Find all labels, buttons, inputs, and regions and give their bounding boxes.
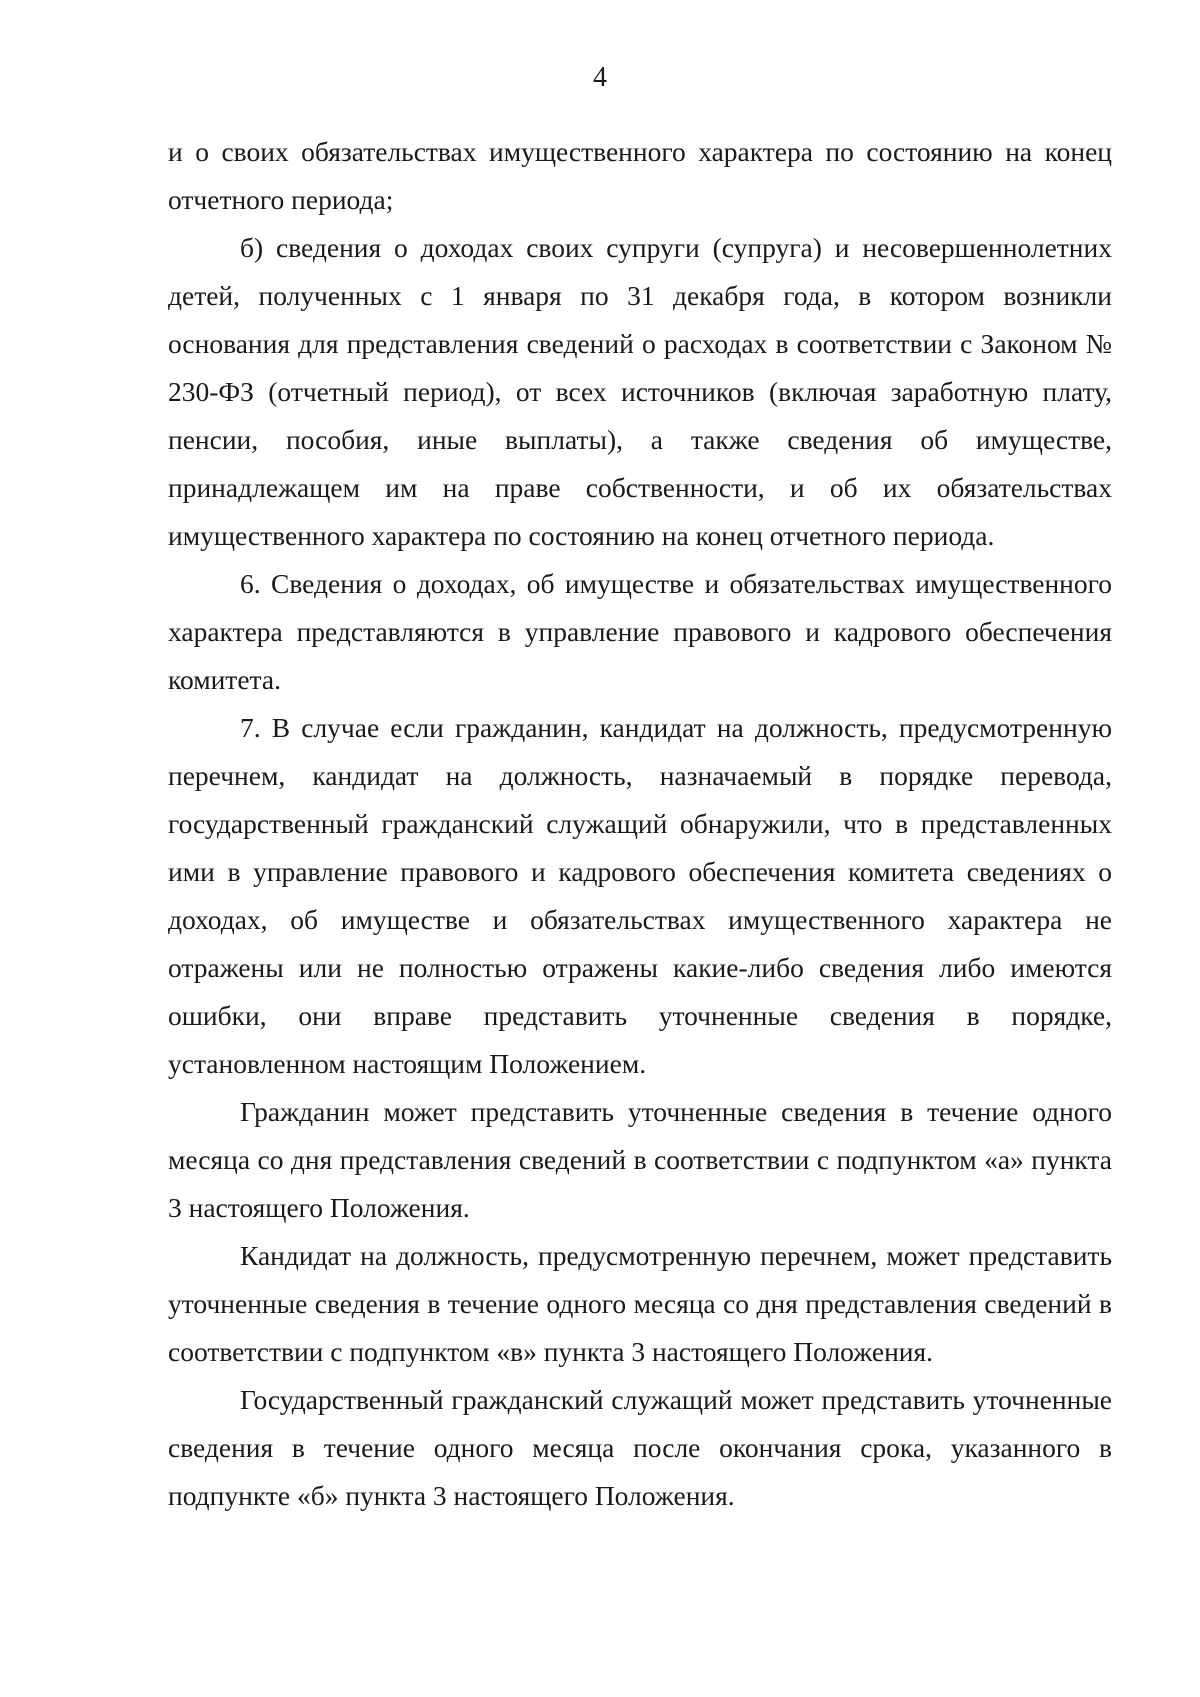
document-body [168, 128, 1112, 1520]
paragraph-item-6: 6. Сведения о доходах, об имуществе и обязательствах имущественного характера представляются в управление правового и кадрового обеспечения комитета. [168, 568, 1112, 695]
paragraph-continuation: и о своих обязательствах имущественного характера по состоянию на конец отчетного периода; [168, 136, 1112, 215]
paragraph-subitem-b: б) сведения о доходах своих супруги (супруга) и несовершеннолетних детей, полученных с 1 января по 31 декабря года, в котором возникли основания для представления сведений о расходах в соответствии с Законом № 230-ФЗ (отчетный период), от всех источников (включая заработную плату, пенсии, пособия, иные выплаты), а также сведения об имуществе, принадлежащем им на праве собственности, и об их обязательствах имущественного характера по состоянию на конец отчетного периода. [168, 232, 1112, 551]
paragraph-citizen: Гражданин может представить уточненные сведения в течение одного месяца со дня представления сведений в соответствии с подпунктом «а» пункта 3 настоящего Положения. [168, 1096, 1112, 1223]
paragraph-item-7: 7. В случае если гражданин, кандидат на должность, предусмотренную перечнем, кандидат на должность, назначаемый в порядке перевода, государственный гражданский служащий обнаружили, что в представленных ими в управление правового и кадрового обеспечения комитета сведениях о доходах, об имуществе и обязательствах имущественного характера не отражены или не полностью отражены какие-либо сведения либо имеются ошибки, они вправе представить уточненные сведения в порядке, установленном настоящим Положением. [168, 712, 1112, 1079]
paragraph-civil-servant: Государственный гражданский служащий может представить уточненные сведения в течение одного месяца после окончания срока, указанного в подпункте «б» пункта 3 настоящего Положения. [168, 1384, 1112, 1511]
page-number: 4 [593, 62, 607, 93]
paragraph-candidate: Кандидат на должность, предусмотренную перечнем, может представить уточненные сведения в течение одного месяца со дня представления сведений в соответствии с подпунктом «в» пункта 3 настоящего Положения. [168, 1240, 1112, 1367]
